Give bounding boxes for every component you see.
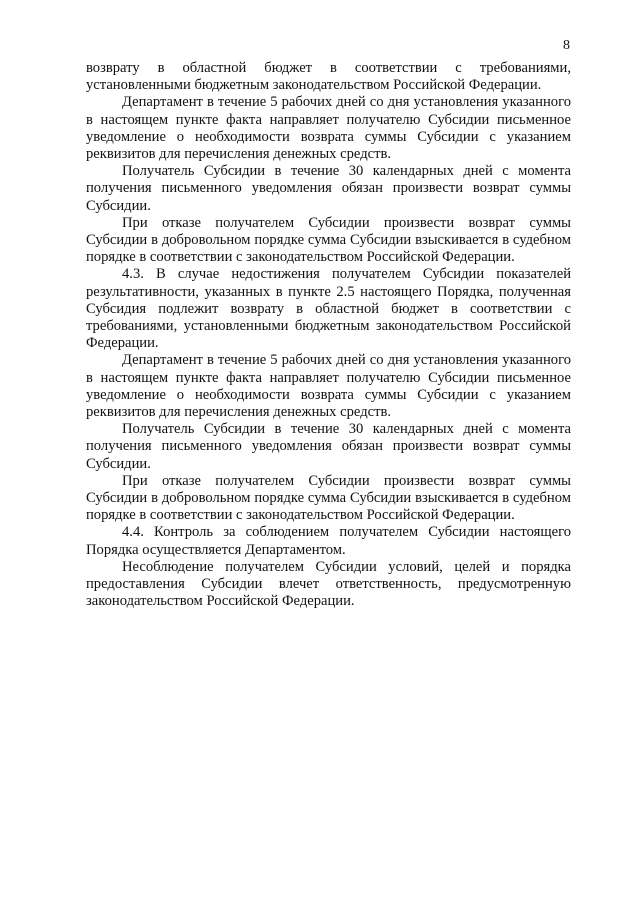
paragraph-department-notice-2: Департамент в течение 5 рабочих дней со дня установления указанного в настоящем пункте факта направляет получателю Субсидии письменное уведомление о необходимости возврата суммы Субсидии с указанием реквизитов для перечисления денежных средств.: [86, 352, 571, 421]
paragraph-refusal-1: При отказе получателем Субсидии произвести возврат суммы Субсидии в добровольном порядке сумма Субсидии взыскивается в судебном порядке в соответствии с законодательством Российской Федерации.: [86, 214, 571, 266]
paragraph-continuation: возврату в областной бюджет в соответствии с требованиями, установленными бюджетным законодательством Российской Федерации.: [86, 60, 571, 94]
paragraph-recipient-return-2: Получатель Субсидии в течение 30 календарных дней с момента получения письменного уведомления обязан произвести возврат суммы Субсидии.: [86, 421, 571, 472]
paragraph-section-4-4: 4.4. Контроль за соблюдением получателем Субсидии настоящего Порядка осуществляется Департаментом.: [86, 524, 571, 558]
paragraph-responsibility: Несоблюдение получателем Субсидии условий, целей и порядка предоставления Субсидии влечет ответственность, предусмотренную законодательством Российской Федерации.: [86, 558, 571, 610]
document-body: [86, 60, 571, 611]
page-number: 8: [563, 38, 570, 53]
paragraph-department-notice-1: Департамент в течение 5 рабочих дней со дня установления указанного в настоящем пункте факта направляет получателю Субсидии письменное уведомление о необходимости возврата суммы Субсидии с указанием реквизитов для перечисления денежных средств.: [86, 94, 571, 163]
paragraph-refusal-2: При отказе получателем Субсидии произвести возврат суммы Субсидии в добровольном порядке сумма Субсидии взыскивается в судебном порядке в соответствии с законодательством Российской Федерации.: [86, 472, 571, 524]
paragraph-recipient-return-1: Получатель Субсидии в течение 30 календарных дней с момента получения письменного уведомления обязан произвести возврат суммы Субсидии.: [86, 163, 571, 214]
paragraph-section-4-3: 4.3. В случае недостижения получателем Субсидии показателей результативности, указанных в пункте 2.5 настоящего Порядка, полученная Субсидия подлежит возврату в областной бюджет в соответствии с требованиями, установленными бюджетным законодательством Российской Федерации.: [86, 266, 571, 352]
